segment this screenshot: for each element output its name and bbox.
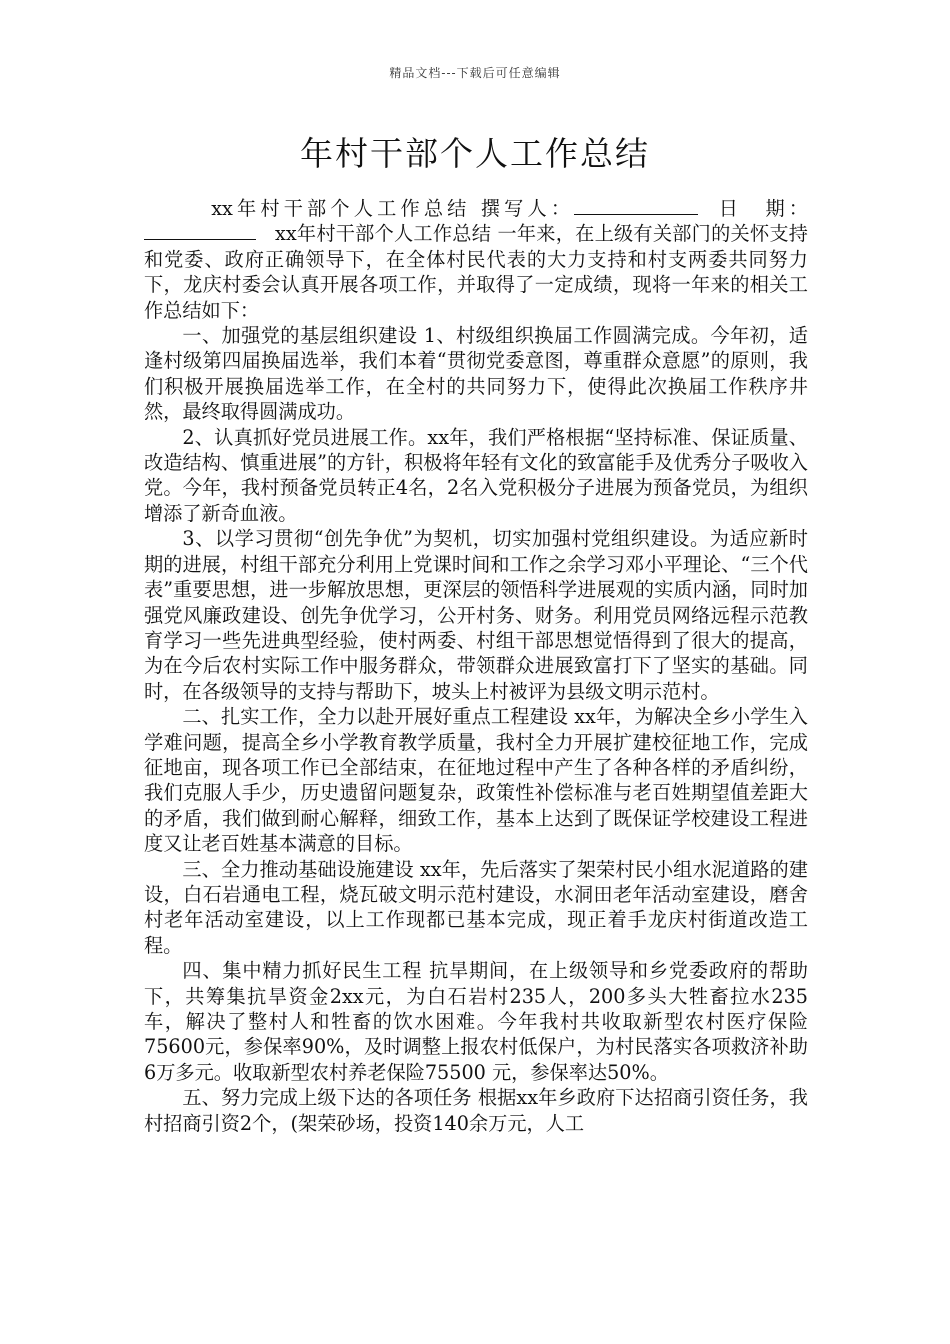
document-body (144, 196, 808, 1136)
paragraph-assigned-tasks: 五、努力完成上级下达的各项任务 根据xx年乡政府下达招商引资任务，我村招商引资2个，(架荣砂场，投资140余万元，人工 (144, 1086, 808, 1135)
paragraph-party-building: 一、加强党的基层组织建设 1、村级组织换届工作圆满完成。今年初，适逢村级第四届换届选举，我们本着“贯彻党委意图，尊重群众意愿”的原则，我们积极开展换届选举工作，在全村的共同努力下，使得此次换届工作秩序井然，最终取得圆满成功。 (144, 324, 808, 424)
meta-paragraph (144, 196, 808, 323)
author-blank (574, 196, 698, 215)
date-blank (144, 221, 256, 240)
paragraph-livelihood: 四、集中精力抓好民生工程 抗旱期间，在上级领导和乡党委政府的帮助下，共筹集抗旱资金2xx元，为白石岩村235人，200多头大牲畜拉水235 车，解决了整村人和牲畜的饮水困难。今年我村共收取新型农村医疗保险75600元，参保率90%，及时调整上报农村低保户，为村民落实各项救济补助6万多元。收取新型农村养老保险75500 元，参保率达50%。 (144, 959, 808, 1084)
date-label: 日 期： (718, 197, 808, 220)
paragraph-infrastructure: 三、全力推动基础设施建设 xx年，先后落实了架荣村民小组水泥道路的建设，白石岩通电工程，烧瓦破文明示范村建设，水洞田老年活动室建设，磨舍村老年活动室建设，以上工作现都已基本完成，现正着手龙庆村街道改造工程。 (144, 857, 808, 957)
document-title: 年村干部个人工作总结 (300, 134, 650, 173)
intro-text: xx年村干部个人工作总结 一年来，在上级有关部门的关怀支持和党委、政府正确领导下，在全体村民代表的大力支持和村支两委共同努力下，龙庆村委会认真开展各项工作，并取得了一定成绩，现将一年来的相关工作总结如下： (144, 222, 808, 322)
paragraph-key-projects: 二、扎实工作，全力以赴开展好重点工程建设 xx年，为解决全乡小学生入学难问题，提高全乡小学教育教学质量，我村全力开展扩建校征地工作，完成征地亩，现各项工作已全部结束，在征地过程中产生了各种各样的矛盾纠纷，我们克服人手少，历史遗留问题复杂，政策性补偿标准与老百姓期望值差距大的矛盾，我们做到耐心解释，细致工作，基本上达到了既保证学校建设工程进度又让老百姓基本满意的目标。 (144, 705, 808, 856)
subtitle-text: xx年村干部个人工作总结 撰写人： (211, 197, 575, 220)
paragraph-excellence-campaign: 3、以学习贯彻“创先争优”为契机，切实加强村党组织建设。为适应新时期的进展，村组干部充分利用上党课时间和工作之余学习邓小平理论、“三个代表”重要思想，进一步解放思想，更深层的领悟科学进展观的实质内涵，同时加强党风廉政建设、创先争优学习，公开村务、财务。利用党员网络远程示范教育学习一些先进典型经验，使村两委、村组干部思想觉悟得到了很大的提高，为在今后农村实际工作中服务群众，带领群众进展致富打下了坚实的基础。同时，在各级领导的支持与帮助下，坡头上村被评为县级文明示范村。 (144, 527, 808, 703)
page-header-note: 精品文档---下载后可任意编辑 (389, 66, 561, 80)
paragraph-member-development: 2、认真抓好党员进展工作。xx年，我们严格根据“坚持标准、保证质量、改造结构、慎重进展”的方针，积极将年轻有文化的致富能手及优秀分子吸收入党。今年，我村预备党员转正4名，2名入党积极分子进展为预备党员，为组织增添了新奇血液。 (144, 425, 808, 525)
